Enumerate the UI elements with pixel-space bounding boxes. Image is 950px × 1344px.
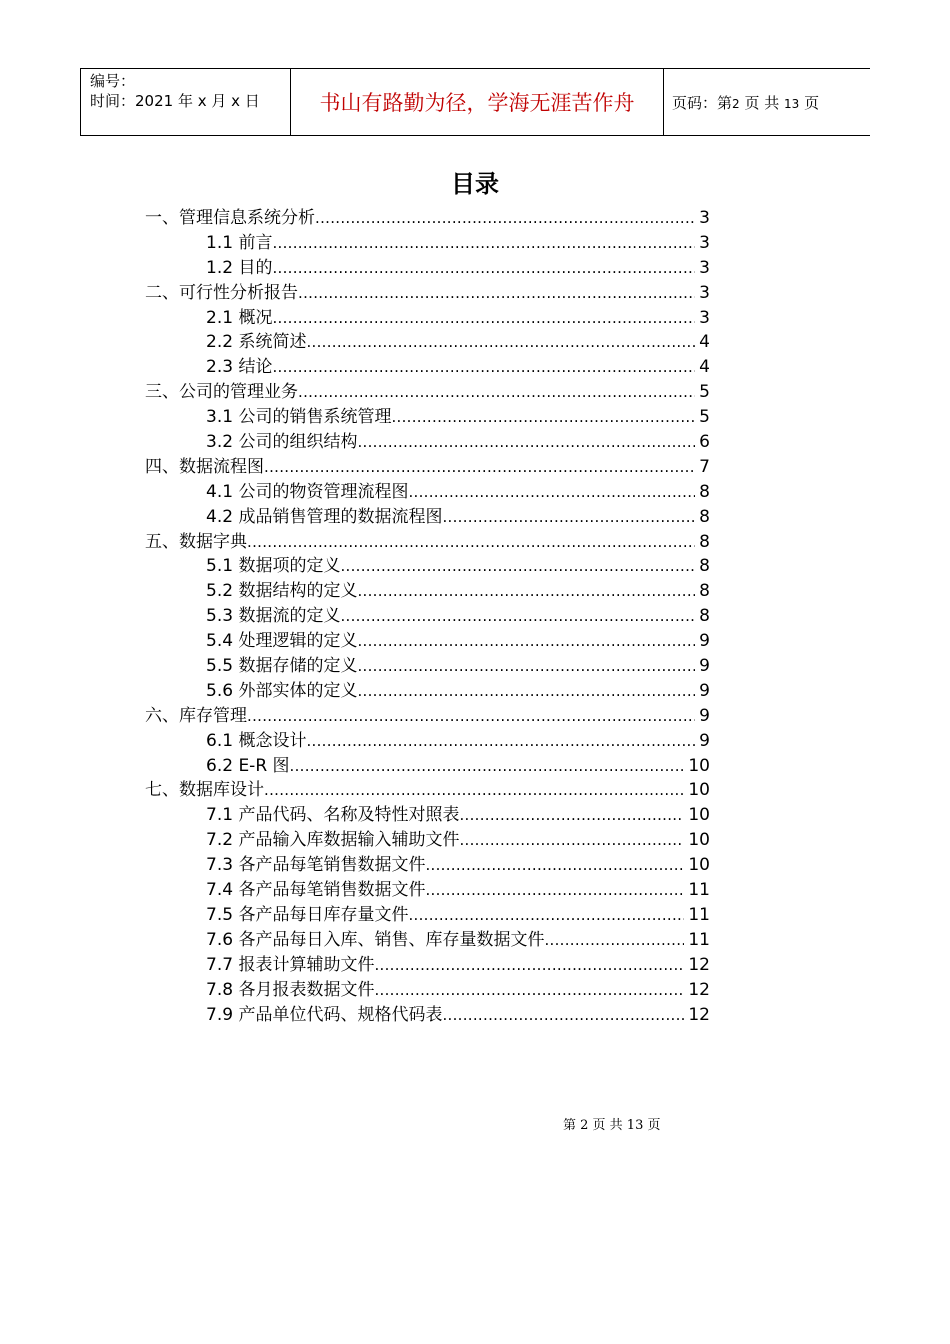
toc-entry-page: 3 — [699, 282, 710, 303]
toc-entry-page: 11 — [688, 904, 710, 925]
toc-entry-page: 10 — [688, 755, 710, 776]
toc-leader-dots — [272, 256, 695, 281]
toc-entry-label: 7.8 各月报表数据文件 — [206, 979, 375, 1000]
toc-entry-label: 2.2 系统简述 — [206, 332, 307, 353]
toc-entry-page: 8 — [699, 506, 710, 527]
toc-entry-label: 3.2 公司的组织结构 — [206, 432, 358, 453]
header-page-info — [664, 69, 871, 136]
toc-entry-label: 二、可行性分析报告 — [145, 282, 298, 303]
toc-entry[interactable] — [145, 256, 710, 281]
toc-leader-dots — [340, 554, 695, 579]
toc-entry-page: 12 — [688, 1004, 710, 1025]
toc-leader-dots — [459, 803, 684, 828]
toc-leader-dots — [544, 928, 684, 953]
toc-entry[interactable] — [145, 306, 710, 331]
toc-entry-page: 11 — [688, 929, 710, 950]
toc-entry[interactable] — [145, 754, 710, 779]
toc-entry-label: 6.2 E-R 图 — [206, 755, 290, 776]
toc-entry-label: 5.6 外部实体的定义 — [206, 680, 358, 701]
toc-entry-page: 8 — [699, 481, 710, 502]
toc-entry[interactable] — [145, 978, 710, 1003]
toc-entry-label: 六、库存管理 — [145, 705, 247, 726]
toc-entry-label: 7.1 产品代码、名称及特性对照表 — [206, 805, 460, 826]
toc-entry-page: 9 — [699, 680, 710, 701]
toc-entry-label: 7.5 各产品每日库存量文件 — [206, 904, 409, 925]
toc-entry-label: 五、数据字典 — [145, 531, 247, 552]
toc-leader-dots — [298, 380, 695, 405]
toc-entry[interactable] — [145, 554, 710, 579]
toc-entry-label: 2.3 结论 — [206, 357, 273, 378]
toc-entry[interactable] — [145, 480, 710, 505]
toc-entry[interactable] — [145, 704, 710, 729]
toc-title: 目录 — [451, 170, 499, 198]
toc-leader-dots — [425, 878, 684, 903]
toc-leader-dots — [425, 853, 684, 878]
toc-leader-dots — [315, 206, 695, 231]
toc-entry[interactable] — [145, 530, 710, 555]
toc-entry-page: 10 — [688, 855, 710, 876]
toc-entry-page: 10 — [688, 780, 710, 801]
toc-entry[interactable] — [145, 903, 710, 928]
toc-entry[interactable] — [145, 828, 710, 853]
page-total: 13 — [784, 96, 800, 111]
toc-entry[interactable] — [145, 380, 710, 405]
toc-leader-dots — [459, 828, 684, 853]
toc-leader-dots — [408, 903, 684, 928]
toc-entry-label: 1.2 目的 — [206, 257, 273, 278]
toc-leader-dots — [340, 604, 695, 629]
toc-entry-page: 8 — [699, 556, 710, 577]
toc-entry-label: 2.1 概况 — [206, 307, 273, 328]
toc-entry[interactable] — [145, 330, 710, 355]
page-prefix: 页码：第 — [672, 93, 733, 112]
toc-entry-page: 7 — [699, 456, 710, 477]
toc-entry[interactable] — [145, 1003, 710, 1028]
toc-entry-page: 6 — [699, 432, 710, 453]
toc-leader-dots — [357, 654, 695, 679]
page-middle: 页 共 — [744, 93, 780, 112]
toc-entry[interactable] — [145, 928, 710, 953]
document-number-label: 编号： — [90, 72, 136, 90]
toc-entry[interactable] — [145, 579, 710, 604]
toc-entry[interactable] — [145, 853, 710, 878]
toc-leader-dots — [442, 1003, 684, 1028]
toc-leader-dots — [272, 306, 695, 331]
toc-leader-dots — [264, 778, 684, 803]
toc-leader-dots — [408, 480, 695, 505]
toc-leader-dots — [272, 231, 695, 256]
toc-leader-dots — [306, 729, 695, 754]
toc-entry-page: 3 — [699, 257, 710, 278]
toc-entry-label: 5.2 数据结构的定义 — [206, 581, 358, 602]
toc-entry-page: 9 — [699, 705, 710, 726]
toc-entry[interactable] — [145, 281, 710, 306]
toc-leader-dots — [290, 754, 685, 779]
toc-leader-dots — [442, 505, 695, 530]
toc-entry-label: 5.5 数据存储的定义 — [206, 656, 358, 677]
toc-entry[interactable] — [145, 355, 710, 380]
toc-leader-dots — [298, 281, 695, 306]
toc-entry-label: 7.7 报表计算辅助文件 — [206, 954, 375, 975]
toc-entry[interactable] — [145, 803, 710, 828]
table-of-contents — [145, 206, 710, 1027]
toc-entry-label: 3.1 公司的销售系统管理 — [206, 407, 392, 428]
toc-entry-page: 9 — [699, 730, 710, 751]
toc-entry-label: 七、数据库设计 — [145, 780, 264, 801]
toc-entry-page: 3 — [699, 208, 710, 228]
toc-leader-dots — [357, 579, 695, 604]
toc-entry-page: 10 — [688, 805, 710, 826]
document-time-label: 时间：2021 年 x 月 x 日 — [90, 92, 260, 110]
page-suffix: 页 — [804, 93, 820, 112]
toc-entry[interactable] — [145, 405, 710, 430]
toc-entry-label: 1.1 前言 — [206, 232, 273, 253]
toc-leader-dots — [272, 355, 695, 380]
toc-entry[interactable] — [145, 878, 710, 903]
toc-entry[interactable] — [145, 430, 710, 455]
toc-entry-page: 4 — [699, 332, 710, 353]
toc-entry[interactable] — [145, 231, 710, 256]
toc-leader-dots — [247, 530, 695, 555]
toc-leader-dots — [357, 679, 695, 704]
toc-entry-label: 4.2 成品销售管理的数据流程图 — [206, 506, 443, 527]
toc-leader-dots — [374, 953, 684, 978]
toc-entry-label: 5.4 处理逻辑的定义 — [206, 631, 358, 652]
toc-entry[interactable] — [145, 629, 710, 654]
toc-entry-label: 四、数据流程图 — [145, 456, 264, 477]
header-table — [80, 68, 870, 136]
toc-leader-dots — [391, 405, 695, 430]
header-motto: 书山有路勤为径，学海无涯苦作舟 — [291, 69, 664, 136]
toc-entry[interactable] — [145, 206, 710, 231]
toc-entry-page: 12 — [688, 979, 710, 1000]
toc-entry-label: 5.1 数据项的定义 — [206, 556, 341, 577]
toc-leader-dots — [357, 430, 695, 455]
toc-entry-page: 3 — [699, 307, 710, 328]
toc-entry-label: 7.4 各产品每笔销售数据文件 — [206, 880, 426, 901]
toc-entry-label: 三、公司的管理业务 — [145, 382, 298, 403]
toc-entry-label: 7.2 产品输入库数据输入辅助文件 — [206, 830, 460, 851]
toc-entry[interactable] — [145, 778, 710, 803]
toc-entry-page: 5 — [699, 382, 710, 403]
toc-entry-label: 7.3 各产品每笔销售数据文件 — [206, 855, 426, 876]
toc-entry-page: 11 — [688, 880, 710, 901]
toc-entry-page: 9 — [699, 656, 710, 677]
toc-entry[interactable] — [145, 604, 710, 629]
toc-leader-dots — [247, 704, 695, 729]
toc-entry[interactable] — [145, 679, 710, 704]
toc-entry-label: 5.3 数据流的定义 — [206, 606, 341, 627]
page-number: 2 — [732, 96, 740, 111]
toc-entry-page: 3 — [699, 232, 710, 253]
toc-entry-label: 一、管理信息系统分析 — [145, 208, 315, 228]
toc-entry-page: 4 — [699, 357, 710, 378]
toc-leader-dots — [357, 629, 695, 654]
toc-entry[interactable] — [145, 953, 710, 978]
toc-entry-page: 10 — [688, 830, 710, 851]
toc-entry-label: 7.9 产品单位代码、规格代码表 — [206, 1004, 443, 1025]
toc-entry-page: 8 — [699, 606, 710, 627]
page-footer: 第 2 页 共 13 页 — [563, 1118, 661, 1133]
toc-entry-label: 6.1 概念设计 — [206, 730, 307, 751]
toc-leader-dots — [374, 978, 684, 1003]
header-meta-cell — [81, 69, 291, 136]
toc-entry-label: 7.6 各产品每日入库、销售、库存量数据文件 — [206, 929, 545, 950]
toc-entry-label: 4.1 公司的物资管理流程图 — [206, 481, 409, 502]
toc-entry-page: 9 — [699, 631, 710, 652]
toc-entry-page: 5 — [699, 407, 710, 428]
toc-entry[interactable] — [145, 729, 710, 754]
toc-leader-dots — [264, 455, 695, 480]
toc-entry-page: 12 — [688, 954, 710, 975]
toc-entry-page: 8 — [699, 581, 710, 602]
toc-entry[interactable] — [145, 505, 710, 530]
toc-entry[interactable] — [145, 455, 710, 480]
toc-entry-page: 8 — [699, 531, 710, 552]
toc-leader-dots — [306, 330, 695, 355]
toc-entry[interactable] — [145, 654, 710, 679]
